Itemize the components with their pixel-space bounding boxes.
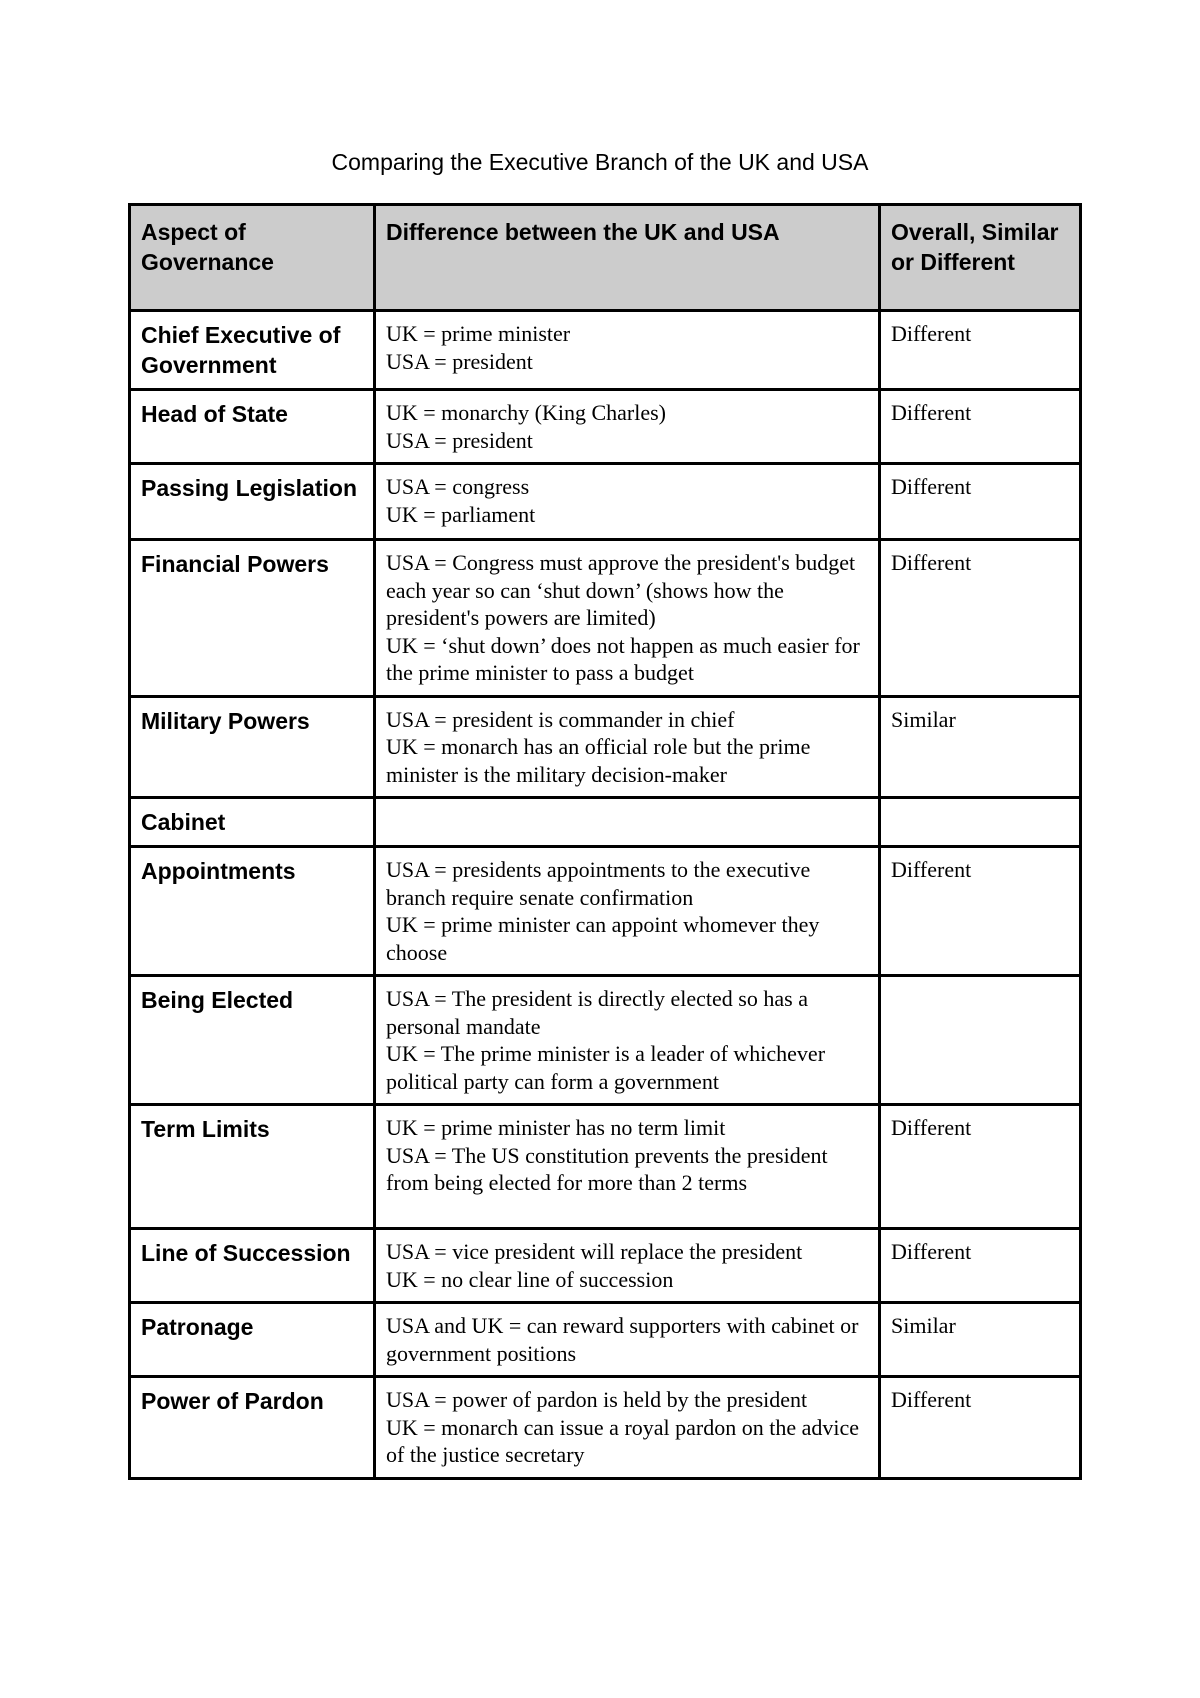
difference-line: USA = congress [386, 474, 530, 499]
comparison-table [128, 203, 1082, 1480]
aspect-cell: Term Limits [130, 1105, 375, 1229]
difference-line: UK = monarch can issue a royal pardon on the advice of the justice secretary [386, 1414, 860, 1467]
difference-line: USA = The US constitution prevents the president from being elected for more than 2 terms [386, 1142, 828, 1195]
difference-line: UK = prime minister can appoint whomever they choose [386, 912, 820, 965]
table-row [130, 1229, 1081, 1303]
header-aspect: Aspect of Governance [130, 205, 375, 311]
difference-line: USA = president [386, 427, 533, 453]
aspect-cell: Line of Succession [130, 1229, 375, 1303]
aspect-cell: Chief Executive of Government [130, 311, 375, 390]
difference-cell [375, 847, 880, 976]
difference-line: UK = The prime minister is a leader of whichever political party can form a government [386, 1041, 826, 1094]
difference-line: USA = presidents appointments to the executive branch require senate confirmation [386, 857, 811, 910]
header-difference: Difference between the UK and USA [375, 205, 880, 311]
aspect-cell: Appointments [130, 847, 375, 976]
difference-cell [375, 1105, 880, 1229]
overall-cell: Different [880, 1229, 1081, 1303]
overall-cell: Different [880, 390, 1081, 464]
page-title: Comparing the Executive Branch of the UK and USA [331, 149, 869, 175]
difference-line: USA = The president is directly elected so has a personal mandate [386, 986, 808, 1039]
overall-cell [880, 798, 1081, 847]
difference-line: UK = monarchy (King Charles) [386, 400, 667, 425]
table-row [130, 540, 1081, 697]
table-row [130, 390, 1081, 464]
difference-line: USA = president [386, 348, 533, 374]
difference-line: USA and UK = can reward supporters with cabinet or government positions [386, 1313, 859, 1366]
difference-line: UK = prime minister has no term limit [386, 1115, 726, 1140]
aspect-cell: Financial Powers [130, 540, 375, 697]
aspect-cell: Power of Pardon [130, 1377, 375, 1479]
difference-line: USA = power of pardon is held by the president [386, 1387, 808, 1412]
difference-cell [375, 540, 880, 697]
difference-cell [375, 1303, 880, 1377]
difference-line: USA = Congress must approve the president's budget each year so can ‘shut down’ (shows how the president's powers are limited) [386, 550, 856, 630]
difference-cell [375, 464, 880, 540]
overall-cell: Different [880, 464, 1081, 540]
overall-cell: Similar [880, 696, 1081, 798]
overall-cell: Different [880, 847, 1081, 976]
table-row [130, 798, 1081, 847]
difference-line: UK = no clear line of succession [386, 1266, 674, 1292]
table-body [130, 311, 1081, 1479]
overall-cell: Different [880, 1377, 1081, 1479]
difference-line: UK = parliament [386, 501, 536, 527]
aspect-cell: Being Elected [130, 976, 375, 1105]
table-row [130, 1377, 1081, 1479]
difference-line: USA = president is commander in chief [386, 706, 735, 732]
aspect-cell: Cabinet [130, 798, 375, 847]
difference-cell [375, 311, 880, 390]
difference-cell [375, 390, 880, 464]
overall-cell [880, 976, 1081, 1105]
table-row [130, 976, 1081, 1105]
aspect-cell: Military Powers [130, 696, 375, 798]
aspect-cell: Patronage [130, 1303, 375, 1377]
aspect-cell: Passing Legislation [130, 464, 375, 540]
aspect-cell: Head of State [130, 390, 375, 464]
difference-line: USA = vice president will replace the president [386, 1239, 803, 1264]
table-row [130, 311, 1081, 390]
table-row [130, 696, 1081, 798]
table-row [130, 1105, 1081, 1229]
table-row [130, 464, 1081, 540]
overall-cell: Different [880, 540, 1081, 697]
header-overall: Overall, Similar or Different [880, 205, 1081, 311]
difference-cell [375, 1377, 880, 1479]
difference-line: UK = monarch has an official role but the prime minister is the military decision-maker [386, 734, 811, 787]
table-row [130, 1303, 1081, 1377]
difference-line: UK = ‘shut down’ does not happen as much easier for the prime minister to pass a budget [386, 632, 860, 685]
header-row [130, 205, 1081, 311]
difference-cell [375, 696, 880, 798]
difference-cell [375, 976, 880, 1105]
table-row [130, 847, 1081, 976]
overall-cell: Different [880, 311, 1081, 390]
overall-cell: Different [880, 1105, 1081, 1229]
difference-cell [375, 798, 880, 847]
difference-line: UK = prime minister [386, 321, 571, 346]
overall-cell: Similar [880, 1303, 1081, 1377]
difference-cell [375, 1229, 880, 1303]
